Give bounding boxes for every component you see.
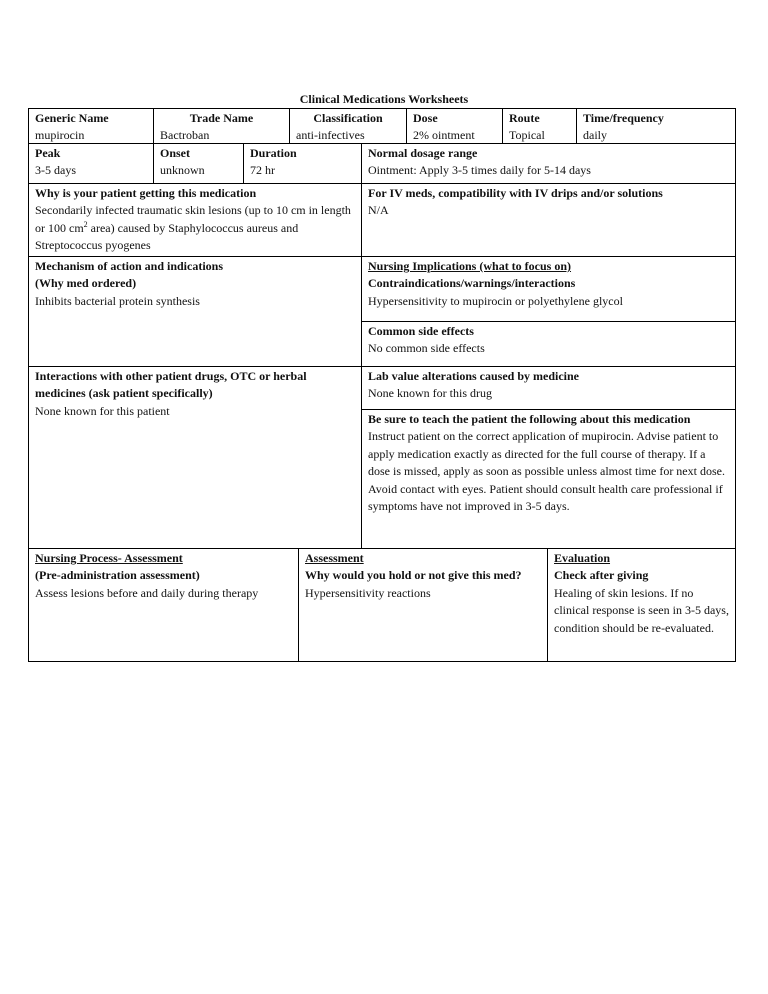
generic-name-value: mupirocin xyxy=(35,128,85,143)
time-frequency-label: Time/frequency xyxy=(583,111,664,125)
nursing-process-cell xyxy=(28,548,299,662)
teach-patient-cell xyxy=(361,409,736,549)
side-effects-label: Common side effects xyxy=(368,324,474,338)
duration-cell xyxy=(243,143,362,184)
why-med-ordered-label: (Why med ordered) xyxy=(35,276,137,291)
duration-label: Duration xyxy=(250,146,297,160)
check-after-giving-label: Check after giving xyxy=(554,568,649,583)
classification-cell xyxy=(289,108,407,144)
assessment-value: Hypersensitivity reactions xyxy=(305,585,431,600)
iv-compatibility-cell xyxy=(361,183,736,257)
duration-value: 72 hr xyxy=(250,163,275,178)
nursing-process-value: Assess lesions before and daily during therapy xyxy=(35,585,259,600)
side-effects-cell xyxy=(361,321,736,367)
mechanism-value: Inhibits bacterial protein synthesis xyxy=(35,293,200,308)
trade-name-label: Trade Name xyxy=(189,111,254,125)
contraindications-label: Contraindications/warnings/interactions xyxy=(368,276,576,291)
mechanism-cell xyxy=(28,256,362,367)
lab-values-cell xyxy=(361,366,736,410)
assessment-label: Assessment xyxy=(305,551,364,565)
trade-name-cell xyxy=(153,108,290,144)
dosage-range-cell xyxy=(361,143,736,184)
dose-cell xyxy=(406,108,503,144)
trade-name-value: Bactroban xyxy=(160,128,210,143)
teach-patient-value: Instruct patient on the correct application of mupirocin. Advise patient to apply medication exactly as directed for the full course of therapy. If a dose is missed, apply as soon as possible unless almost time for next dose. Avoid contact with eyes. Patient should consult health care professional if symptoms have not improved in 3-5 days. xyxy=(368,429,725,514)
generic-name-cell xyxy=(28,108,154,144)
route-label: Route xyxy=(509,111,540,125)
iv-compatibility-label: For IV meds, compatibility with IV drips and/or solutions xyxy=(368,186,663,200)
generic-name-label: Generic Name xyxy=(35,111,109,125)
peak-cell xyxy=(28,143,154,184)
evaluation-value: Healing of skin lesions. If no clinical response is seen in 3-5 days, condition should be re-evaluated. xyxy=(554,585,729,635)
onset-label: Onset xyxy=(160,146,190,160)
why-medication-cell xyxy=(28,183,362,257)
time-frequency-cell xyxy=(576,108,736,144)
onset-value: unknown xyxy=(160,163,205,178)
pre-administration-label: (Pre-administration assessment) xyxy=(35,568,200,583)
mechanism-label: Mechanism of action and indications xyxy=(35,259,224,273)
evaluation-label: Evaluation xyxy=(554,551,611,565)
nursing-implications-label: Nursing Implications (what to focus on) xyxy=(368,259,572,273)
lab-values-value: None known for this drug xyxy=(368,386,492,401)
dose-label: Dose xyxy=(413,111,438,125)
side-effects-value: No common side effects xyxy=(368,341,485,356)
why-medication-value: Secondarily infected traumatic skin lesions (up to 10 cm in length or 100 $cm^2$ area) caused by Staphylococcus aureus and Streptococcus pyogenes xyxy=(35,203,351,253)
contraindications-value: Hypersensitivity to mupirocin or polyethylene glycol xyxy=(368,293,623,308)
teach-patient-label: Be sure to teach the patient the following about this medication xyxy=(368,412,691,426)
interactions-value: None known for this patient xyxy=(35,403,170,418)
superscript-2: 2 xyxy=(83,219,88,229)
peak-value: 3-5 days xyxy=(35,163,76,178)
nursing-process-label: Nursing Process- Assessment xyxy=(35,551,183,565)
dose-value: 2% ointment xyxy=(413,128,475,143)
page-title: Clinical Medications Worksheets xyxy=(299,92,469,106)
route-cell xyxy=(502,108,577,144)
classification-label: Classification xyxy=(313,111,383,125)
dosage-range-value: Ointment: Apply 3-5 times daily for 5-14 days xyxy=(368,163,591,178)
hold-med-label: Why would you hold or not give this med? xyxy=(305,568,522,583)
lab-values-label: Lab value alterations caused by medicine xyxy=(368,369,580,383)
onset-cell xyxy=(153,143,244,184)
why-medication-label: Why is your patient getting this medication xyxy=(35,186,257,200)
dosage-range-label: Normal dosage range xyxy=(368,146,478,160)
evaluation-cell xyxy=(547,548,736,662)
time-frequency-value: daily xyxy=(583,128,607,143)
interactions-label: Interactions with other patient drugs, OTC or herbal medicines (ask patient specifically) xyxy=(35,369,307,401)
interactions-cell xyxy=(28,366,362,549)
iv-compatibility-value: N/A xyxy=(368,203,389,218)
nursing-implications-cell xyxy=(361,256,736,322)
route-value: Topical xyxy=(509,128,545,143)
assessment-cell xyxy=(298,548,548,662)
peak-label: Peak xyxy=(35,146,61,160)
classification-value: anti-infectives xyxy=(296,128,365,143)
